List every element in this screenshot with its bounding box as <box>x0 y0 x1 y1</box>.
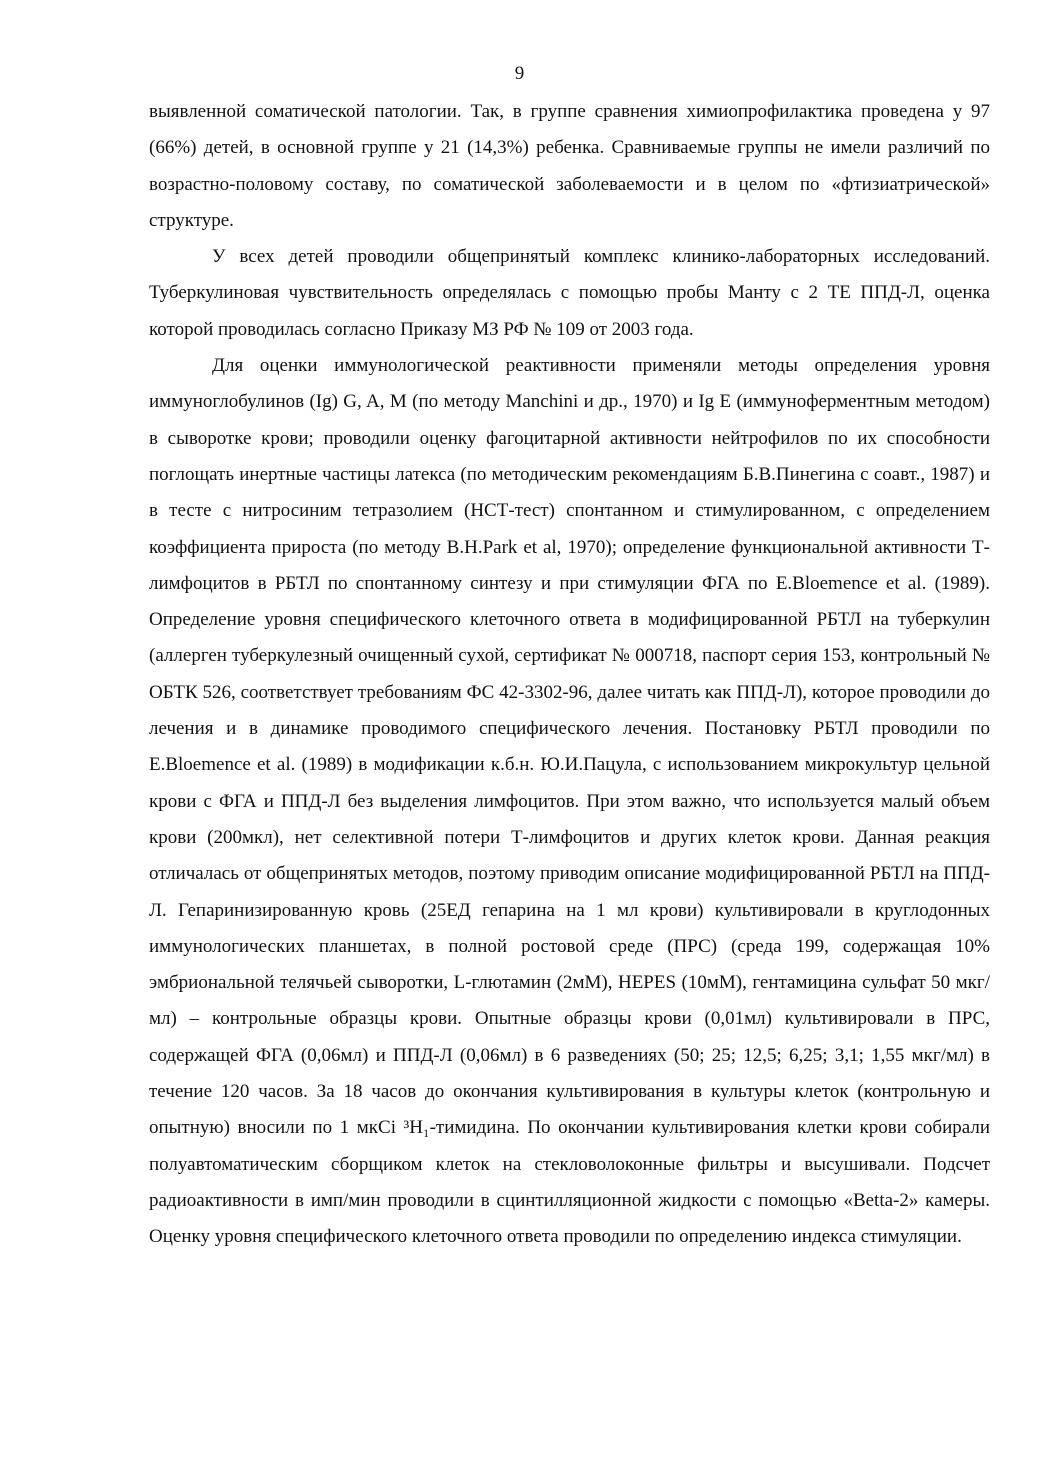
page-number: 9 <box>514 63 525 84</box>
body-text <box>149 94 990 1256</box>
paragraph-immunology-methods: Для оценки иммунологической реактивности применяли методы определения уровня иммуноглобулинов (Ig) G, A, M (по методу Manchini и др., 1970) и Ig E (иммуноферментным методом) в сыворотке крови; проводили оценку фагоцитарной активности нейтрофилов по их способности поглощать инертные частицы латекса (по методическим рекомендациям Б.В.Пинегина с соавт., 1987) и в тесте с нитросиним тетразолием (НСТ-тест) спонтанном и стимулированном, с определением коэффициента прироста (по методу B.H.Park et al, 1970); определение функциональной активности Т-лимфоцитов в РБТЛ по спонтанному синтезу и при стимуляции ФГА по E.Bloemence et al. (1989). Определение уровня специфического клеточного ответа в модифицированной РБТЛ на туберкулин (аллерген туберкулезный очищенный сухой, сертификат № 000718, паспорт серия 153, контрольный № ОБТК 526, соответствует требованиям ФС 42-3302-96, далее читать как ППД-Л), которое проводили до лечения и в динамике проводимого специфического лечения. Постановку РБТЛ проводили по E.Bloemence et al. (1989) в модификации к.б.н. Ю.И.Пацула, с использованием микрокультур цельной крови с ФГА и ППД-Л без выделения лимфоцитов. При этом важно, что используется малый объем крови (200мкл), нет селективной потери Т-лимфоцитов и других клеток крови. Данная реакция отличалась от общепринятых методов, поэтому приводим описание модифицированной РБТЛ на ППД-Л. Гепаринизированную кровь (25ЕД гепарина на 1 мл крови) культивировали в круглодонных иммунологических планшетах, в полной ростовой среде (ПРС) (среда 199, содержащая 10% эмбриональной телячьей сыворотки, L-глютамин (2мМ), HEPES (10мМ), гентамицина сульфат 50 мкг/мл) – контрольные образцы крови. Опытные образцы крови (0,01мл) культивировали в ПРС, содержащей ФГА (0,06мл) и ППД-Л (0,06мл) в 6 разведениях (50; 25; 12,5; 6,25; 3,1; 1,55 мкг/мл) в течение 120 часов. За 18 часов до окончания культивирования в культуры клеток (контрольную и опытную) вносили по 1 мкCi ³H₁-тимидина. По окончании культивирования клетки крови собирали полуавтоматическим сборщиком клеток на стекловолоконные фильтры и высушивали. Подсчет радиоактивности в имп/мин проводили в сцинтилляционной жидкости с помощью «Betta-2» камеры. Оценку уровня специфического клеточного ответа проводили по определению индекса стимуляции. <box>149 355 990 1248</box>
paragraph-continuation: выявленной соматической патологии. Так, в группе сравнения химиопрофилактика проведена у 97 (66%) детей, в основной группе у 21 (14,3%) ребенка. Сравниваемые группы не имели различий по возрастно-половому составу, по соматической заболеваемости и в целом по «фтизиатрической» структуре. <box>149 101 990 231</box>
paragraph-examinations: У всех детей проводили общепринятый комплекс клинико-лабораторных исследований. Туберкулиновая чувствительность определялась с помощью пробы Манту с 2 ТЕ ППД-Л, оценка которой проводилась согласно Приказу МЗ РФ № 109 от 2003 года. <box>149 246 990 340</box>
